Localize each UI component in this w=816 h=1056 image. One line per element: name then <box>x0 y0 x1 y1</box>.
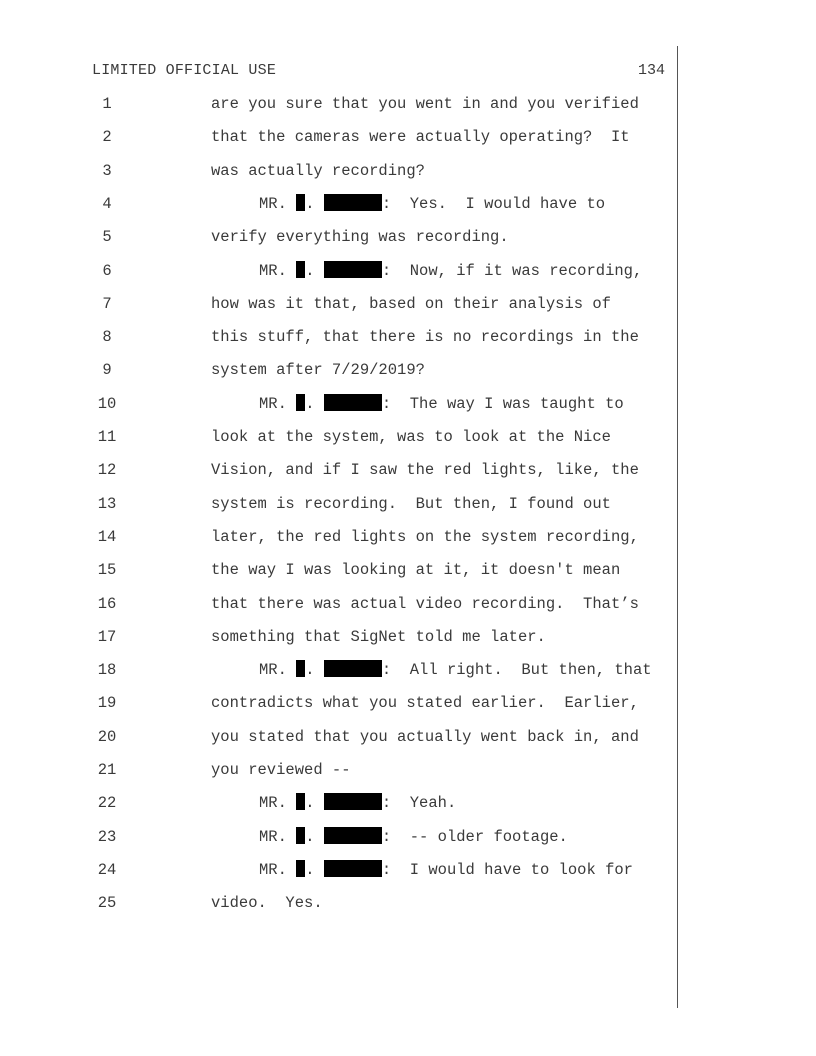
line-content: : -- older footage. <box>381 827 568 846</box>
transcript-line <box>0 760 700 793</box>
transcript-line <box>0 560 700 593</box>
line-number: 24 <box>97 860 117 879</box>
line-content: system is recording. But then, I found out <box>211 494 611 513</box>
transcript-line <box>0 394 700 427</box>
transcript-line <box>0 627 700 660</box>
line-text <box>211 893 323 913</box>
line-number: 8 <box>102 328 112 347</box>
line-number: 1 <box>102 95 112 113</box>
line-number: 22 <box>97 794 117 813</box>
page-number: 134 <box>638 62 666 79</box>
line-text <box>211 760 351 780</box>
line-number: 10 <box>97 394 117 413</box>
transcript-line <box>0 527 700 560</box>
transcript-line <box>0 427 700 460</box>
transcript-line <box>0 594 700 627</box>
line-text <box>211 560 620 580</box>
line-text <box>211 294 611 314</box>
redaction-initial <box>296 660 305 677</box>
line-number: 25 <box>97 894 117 913</box>
line-content: the way I was looking at it, it doesn't mean <box>211 561 621 580</box>
line-number: 9 <box>102 361 112 380</box>
line-content: are you sure that you went in and you verified <box>211 95 639 113</box>
line-number: 17 <box>97 627 117 646</box>
speaker-prefix: MR. <box>259 827 287 846</box>
redaction-surname <box>324 860 382 877</box>
speaker-prefix: MR. <box>259 661 287 680</box>
line-text <box>211 627 546 647</box>
redaction-initial <box>296 827 305 844</box>
redaction-surname <box>324 793 382 810</box>
classification-header: LIMITED OFFICIAL USE <box>92 62 277 79</box>
speaker-line-text: MR. . : -- older footage. <box>259 827 568 846</box>
transcript-line <box>0 127 700 160</box>
line-content: system after 7/29/2019? <box>211 361 425 380</box>
speaker-prefix: MR. <box>259 794 287 813</box>
line-number: 18 <box>97 661 117 680</box>
line-number: 5 <box>102 228 112 247</box>
redaction-initial <box>296 860 305 877</box>
line-text <box>211 427 611 447</box>
line-content: : Yeah. <box>381 794 457 813</box>
transcript-line <box>0 827 700 860</box>
redaction-surname <box>324 261 382 278</box>
line-number: 12 <box>97 461 117 480</box>
line-text <box>211 494 611 514</box>
transcript-line <box>0 227 700 260</box>
speaker-line-text: MR. . : The way I was taught to <box>259 394 624 413</box>
line-text <box>211 227 509 247</box>
speaker-prefix: MR. <box>259 261 287 280</box>
line-number: 23 <box>97 827 117 846</box>
line-text <box>211 327 639 347</box>
speaker-line-text: MR. . : Yes. I would have to <box>259 194 606 213</box>
transcript-line <box>0 161 700 194</box>
line-text <box>211 460 639 480</box>
redaction-initial <box>296 261 305 278</box>
line-text <box>211 127 630 147</box>
line-text <box>211 360 425 380</box>
speaker-line-text: MR. . : Yeah. <box>259 794 457 813</box>
line-content: you reviewed -- <box>211 761 351 779</box>
line-number: 4 <box>102 194 112 213</box>
line-number: 2 <box>102 128 112 147</box>
line-content: Vision, and if I saw the red lights, like, the <box>211 461 639 480</box>
speaker-prefix: MR. <box>259 194 287 213</box>
line-content: : All right. But then, that <box>381 661 652 680</box>
line-text <box>211 161 425 181</box>
transcript-line <box>0 194 700 227</box>
line-content: this stuff, that there is no recordings in the <box>211 328 639 347</box>
line-number: 20 <box>97 727 117 746</box>
line-number: 14 <box>97 527 117 546</box>
line-number: 15 <box>97 561 117 580</box>
line-content: was actually recording? <box>211 161 425 180</box>
transcript-line <box>0 460 700 493</box>
line-number: 11 <box>97 428 117 446</box>
transcript-line <box>0 660 700 693</box>
transcript-line <box>0 727 700 760</box>
redaction-initial <box>296 194 305 211</box>
speaker-prefix: MR. <box>259 394 287 413</box>
line-content: you stated that you actually went back in, and <box>211 727 639 746</box>
line-content: verify everything was recording. <box>211 228 509 247</box>
line-number: 19 <box>97 694 117 713</box>
redaction-surname <box>324 827 382 844</box>
line-number: 6 <box>102 261 112 280</box>
redaction-surname <box>324 660 382 677</box>
redaction-initial <box>296 394 305 411</box>
line-text <box>211 527 639 547</box>
transcript-line <box>0 294 700 327</box>
transcript-line <box>0 793 700 826</box>
line-content: something that SigNet told me later. <box>211 627 546 646</box>
redaction-surname <box>324 194 382 211</box>
line-content: later, the red lights on the system recording, <box>211 527 639 546</box>
line-text <box>211 94 639 114</box>
line-content: contradicts what you stated earlier. Earlier, <box>211 694 639 713</box>
line-content: : Now, if it was recording, <box>381 261 643 280</box>
transcript-line <box>0 360 700 393</box>
speaker-prefix: MR. <box>259 860 287 879</box>
redaction-surname <box>324 394 382 411</box>
speaker-line-text: MR. . : Now, if it was recording, <box>259 261 643 280</box>
line-number: 21 <box>97 761 117 779</box>
line-text <box>211 693 639 713</box>
line-text <box>211 594 639 614</box>
line-content: look at the system, was to look at the Nice <box>211 428 611 446</box>
line-number: 7 <box>102 294 112 313</box>
line-content: that there was actual video recording. That’s <box>211 594 639 613</box>
transcript-line <box>0 327 700 360</box>
redaction-initial <box>296 793 305 810</box>
transcript-line <box>0 261 700 294</box>
transcript-line <box>0 893 700 926</box>
line-content: how was it that, based on their analysis of <box>211 294 611 313</box>
line-content: that the cameras were actually operating? It <box>211 128 630 147</box>
line-content: : Yes. I would have to <box>381 194 606 213</box>
transcript-line <box>0 860 700 893</box>
line-content: : The way I was taught to <box>381 394 624 413</box>
line-content: : I would have to look for <box>381 860 633 879</box>
line-text <box>211 727 639 747</box>
line-number: 16 <box>97 594 117 613</box>
speaker-line-text: MR. . : I would have to look for <box>259 860 633 879</box>
speaker-line-text: MR. . : All right. But then, that <box>259 661 652 680</box>
line-content: video. Yes. <box>211 894 323 913</box>
transcript-line <box>0 693 700 726</box>
line-number: 3 <box>102 161 112 180</box>
transcript-line <box>0 494 700 527</box>
transcript-line <box>0 94 700 127</box>
line-number: 13 <box>97 494 117 513</box>
